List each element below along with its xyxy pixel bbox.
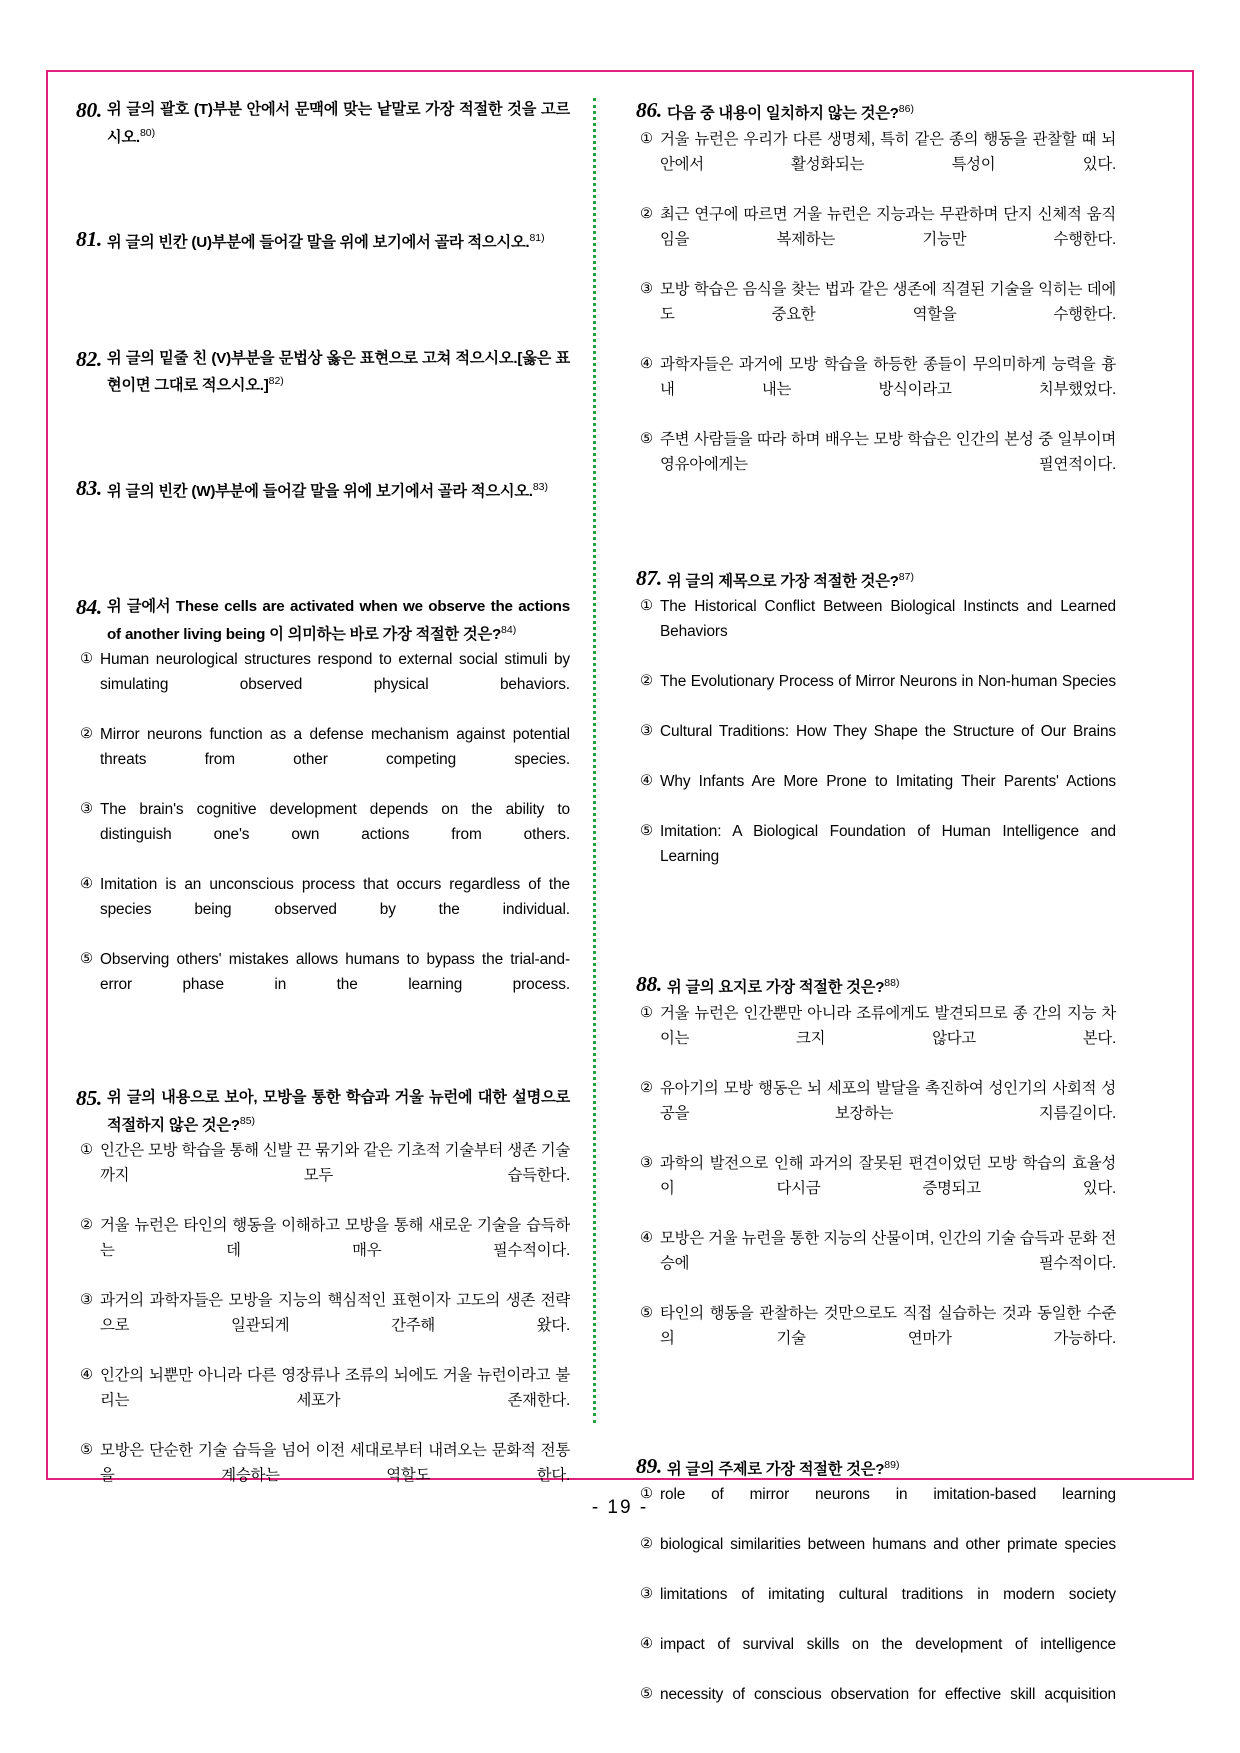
choice-marker: ① [640, 598, 653, 615]
question-87-footnote: 87) [898, 570, 914, 583]
question-85-stem [107, 1086, 570, 1137]
choice-marker: ① [640, 1004, 653, 1021]
choice-item[interactable] [76, 722, 570, 797]
question-81 [76, 227, 570, 255]
question-86-choices [636, 127, 1116, 502]
gap-84-85 [76, 1028, 570, 1086]
choice-marker: ④ [640, 1229, 653, 1246]
choice-item[interactable] [636, 819, 1116, 894]
choice-marker: ② [640, 205, 653, 222]
choice-item[interactable] [636, 202, 1116, 277]
choice-text: Imitation is an unconscious process that occurs regardless of the species being observed by the individual. [100, 876, 570, 919]
gap-86-87 [636, 508, 1116, 566]
question-80-footnote: 80) [139, 126, 156, 139]
gap-80-81 [76, 155, 570, 227]
question-84-footnote: 84) [501, 623, 517, 636]
choice-marker: ④ [80, 876, 93, 893]
choice-item[interactable] [76, 647, 570, 722]
question-86 [636, 98, 1116, 502]
choice-text: The brain's cognitive development depends on the ability to distinguish one's own actions from others. [100, 801, 570, 844]
question-88-stem [667, 972, 1116, 1000]
question-81-footnote: 81) [529, 232, 545, 245]
question-87-stem-text: 위 글의 제목으로 가장 적절한 것은? [666, 572, 899, 590]
choice-marker: ④ [640, 355, 653, 372]
question-81-stem [107, 227, 570, 255]
question-88-footnote: 88) [884, 977, 900, 990]
question-83-stem [107, 476, 570, 504]
choice-item[interactable] [636, 427, 1116, 502]
gap-88-89 [636, 1382, 1116, 1454]
choice-text: 주변 사람들을 따라 하며 배우는 모방 학습은 인간의 본성 중 일부이며 영유아에게는 필연적이다. [660, 430, 1116, 473]
choice-item[interactable] [636, 769, 1116, 819]
choice-item[interactable] [76, 1138, 570, 1213]
question-81-stem-text: 위 글의 빈칸 (U)부분에 들어갈 말을 위에 보기에서 골라 적으시오. [106, 234, 530, 252]
question-89-footnote: 89) [884, 1458, 900, 1471]
question-83-header [76, 476, 570, 504]
question-89-stem [667, 1454, 1116, 1482]
choice-item[interactable] [636, 1151, 1116, 1226]
choice-marker: ④ [640, 773, 653, 790]
choice-marker: ⑤ [640, 430, 653, 447]
question-88-choices [636, 1001, 1116, 1376]
choice-item[interactable] [76, 1213, 570, 1288]
question-83-stem-text: 위 글의 빈칸 (W)부분에 들어갈 말을 위에 보기에서 골라 적으시오. [106, 482, 533, 500]
choice-text: 타인의 행동을 관찰하는 것만으로도 직접 실습하는 것과 동일한 수준의 기술 연마가 가능하다. [660, 1304, 1116, 1347]
choice-marker: ② [80, 726, 93, 743]
choice-marker: ② [640, 673, 653, 690]
question-80-stem-text: 위 글의 괄호 (T)부분 안에서 문맥에 맞는 낱말로 가장 적절한 것을 고르시오. [106, 101, 570, 146]
question-85 [76, 1086, 570, 1513]
choice-text: The Historical Conflict Between Biological Instincts and Learned Behaviors [660, 598, 1116, 641]
choice-text: 모방은 거울 뉴런을 통한 지능의 산물이며, 인간의 기술 습득과 문화 전승에 필수적이다. [660, 1229, 1116, 1272]
question-89 [636, 1454, 1116, 1733]
question-86-footnote: 86) [898, 103, 914, 115]
choice-text: Observing others' mistakes allows humans to bypass the trial-and-error phase in the learning process. [100, 951, 570, 994]
question-84-header [76, 595, 570, 646]
choice-item[interactable] [636, 1632, 1116, 1682]
choice-marker: ① [80, 1142, 93, 1159]
choice-marker: ⑤ [640, 1686, 653, 1703]
choice-text: 거울 뉴런은 우리가 다른 생명체, 특히 같은 종의 행동을 관찰할 때 뇌 안에서 활성화되는 특성이 있다. [660, 130, 1116, 173]
choice-item[interactable] [76, 872, 570, 947]
question-87-stem [667, 566, 1116, 594]
choice-text: 인간의 뇌뿐만 아니라 다른 영장류나 조류의 뇌에도 거울 뉴런이라고 불리는 세포가 존재한다. [100, 1367, 570, 1410]
question-82-header [76, 347, 570, 398]
left-column [62, 98, 576, 1485]
question-87-choices [636, 594, 1116, 894]
question-84-stem [107, 595, 570, 646]
choice-text: 과학자들은 과거에 모방 학습을 하등한 종들이 무의미하게 능력을 흉내 내는 방식이라고 치부했었다. [660, 355, 1116, 398]
question-81-header [76, 227, 570, 255]
choice-item[interactable] [636, 1301, 1116, 1376]
choice-text: 모방은 단순한 기술 습득을 넘어 이전 세대로부터 내려오는 문화적 전통을 계승하는 역할도 한다. [100, 1442, 570, 1485]
question-82-stem-text: 위 글의 밑줄 친 (V)부분을 문법상 옳은 표현으로 고쳐 적으시오.[옳은 표현이면 그대로 적으시오.] [106, 349, 570, 395]
choice-text: Mirror neurons function as a defense mechanism against potential threats from other competing species. [100, 726, 570, 769]
choice-marker: ③ [640, 723, 653, 740]
question-85-choices [76, 1138, 570, 1513]
choice-text: 과거의 과학자들은 모방을 지능의 핵심적인 표현이자 고도의 생존 전략으로 일관되게 간주해 왔다. [100, 1292, 570, 1335]
question-84-stem-text: 위 글에서 These cells are activated when we observe the actions of another living being 이 의미하는 바로 가장 적절한 것은? [106, 598, 570, 643]
question-85-footnote: 85) [239, 1114, 256, 1127]
question-82-stem [107, 347, 570, 398]
choice-text: 거울 뉴런은 타인의 행동을 이해하고 모방을 통해 새로운 기술을 습득하는 데 매우 필수적이다. [100, 1217, 570, 1260]
choice-marker: ⑤ [640, 823, 653, 840]
question-88-header [636, 972, 1116, 1000]
choice-text: biological similarities between humans and other primate species [660, 1536, 1116, 1554]
question-89-number: 89. [636, 1453, 662, 1478]
question-89-choices [636, 1482, 1116, 1732]
choice-item[interactable] [636, 352, 1116, 427]
choice-marker: ⑤ [80, 951, 93, 968]
choice-item[interactable] [636, 669, 1116, 719]
question-80-number: 80. [76, 98, 102, 122]
question-82-number: 82. [76, 346, 102, 371]
question-86-stem-text: 다음 중 내용이 일치하지 않는 것은? [666, 105, 899, 123]
page-number-footer: - 19 - [591, 1497, 649, 1518]
question-88 [636, 972, 1116, 1376]
choice-marker: ③ [80, 801, 93, 818]
question-80-stem [107, 98, 570, 149]
question-85-stem-text: 위 글의 내용으로 보아, 모방을 통한 학습과 거울 뉴런에 대한 설명으로 적절하지 않은 것은? [106, 1089, 570, 1134]
question-84 [76, 595, 570, 1022]
choice-text: The Evolutionary Process of Mirror Neurons in Non-human Species [660, 673, 1116, 691]
choice-text: Human neurological structures respond to external social stimuli by simulating observed physical behaviors. [100, 651, 570, 694]
choice-marker: ② [80, 1217, 93, 1234]
dotted-divider-line [593, 98, 596, 1423]
question-80 [76, 98, 570, 149]
choice-item[interactable] [76, 947, 570, 1022]
question-83-number: 83. [76, 475, 102, 500]
question-82-footnote: 82) [268, 375, 284, 388]
choice-item[interactable] [636, 1582, 1116, 1632]
choice-marker: ② [640, 1536, 653, 1553]
choice-text: Cultural Traditions: How They Shape the Structure of Our Brains [660, 723, 1116, 741]
choice-text: Why Infants Are More Prone to Imitating Their Parents' Actions [660, 773, 1116, 791]
choice-marker: ① [640, 130, 653, 147]
choice-marker: ④ [640, 1636, 653, 1653]
question-89-header [636, 1454, 1116, 1482]
question-87 [636, 566, 1116, 895]
choice-text: 거울 뉴런은 인간뿐만 아니라 조류에게도 발견되므로 종 간의 지능 차이는 크지 않다고 본다. [660, 1004, 1116, 1047]
choice-marker: ④ [80, 1367, 93, 1384]
choice-marker: ③ [640, 1154, 653, 1171]
question-82 [76, 347, 570, 398]
choice-item[interactable] [636, 1682, 1116, 1732]
choice-item[interactable] [636, 1226, 1116, 1301]
choice-item[interactable] [636, 1532, 1116, 1582]
question-89-stem-text: 위 글의 주제로 가장 적절한 것은? [666, 1460, 885, 1478]
choice-text: 인간은 모방 학습을 통해 신발 끈 묶기와 같은 기초적 기술부터 생존 기술까지 모두 습득한다. [100, 1142, 570, 1185]
question-84-number: 84. [76, 595, 102, 620]
choice-item[interactable] [636, 1076, 1116, 1151]
question-83-footnote: 83) [532, 480, 548, 493]
choice-item[interactable] [636, 719, 1116, 769]
choice-item[interactable] [636, 594, 1116, 669]
column-divider [576, 98, 612, 1460]
gap-82-83 [76, 404, 570, 476]
choice-marker: ⑤ [640, 1304, 653, 1321]
choice-marker: ③ [80, 1292, 93, 1309]
choice-marker: ② [640, 1079, 653, 1096]
question-86-stem [667, 98, 1116, 126]
choice-text: limitations of imitating cultural traditions in modern society [660, 1586, 1116, 1604]
question-83 [76, 476, 570, 504]
choice-text: role of mirror neurons in imitation-based learning [660, 1486, 1116, 1504]
question-80-header [76, 98, 570, 149]
question-87-header [636, 566, 1116, 594]
question-86-header [636, 98, 1116, 126]
choice-item[interactable] [636, 1001, 1116, 1076]
question-81-number: 81. [76, 227, 102, 252]
choice-marker: ⑤ [80, 1442, 93, 1459]
choice-text: 모방 학습은 음식을 찾는 법과 같은 생존에 직결된 기술을 익히는 데에도 중요한 역할을 수행한다. [660, 280, 1116, 323]
choice-item[interactable] [636, 127, 1116, 202]
choice-marker: ① [640, 1486, 653, 1503]
choice-item[interactable] [636, 277, 1116, 352]
gap-87-88 [636, 900, 1116, 972]
choice-text: Imitation: A Biological Foundation of Human Intelligence and Learning [660, 823, 1116, 866]
choice-marker: ③ [640, 280, 653, 297]
choice-text: 최근 연구에 따르면 거울 뉴런은 지능과는 무관하며 단지 신체적 움직임을 복제하는 기능만 수행한다. [660, 205, 1116, 248]
question-85-header [76, 1086, 570, 1137]
question-86-number: 86. [636, 98, 662, 122]
question-84-choices [76, 647, 570, 1022]
question-87-number: 87. [636, 565, 662, 590]
choice-marker: ① [80, 651, 93, 668]
gap-81-82 [76, 261, 570, 347]
choice-marker: ③ [640, 1586, 653, 1603]
question-88-number: 88. [636, 972, 662, 997]
choice-text: 유아기의 모방 행동은 뇌 세포의 발달을 촉진하여 성인기의 사회적 성공을 보장하는 지름길이다. [660, 1079, 1116, 1122]
choice-text: impact of survival skills on the development of intelligence [660, 1636, 1116, 1654]
question-85-number: 85. [76, 1086, 102, 1111]
gap-83-84 [76, 509, 570, 595]
choice-item[interactable] [76, 797, 570, 872]
choice-text: 과학의 발전으로 인해 과거의 잘못된 편견이었던 모방 학습의 효율성이 다시금 증명되고 있다. [660, 1154, 1116, 1197]
question-88-stem-text: 위 글의 요지로 가장 적절한 것은? [666, 979, 885, 997]
choice-text: necessity of conscious observation for effective skill acquisition [660, 1686, 1116, 1704]
choice-item[interactable] [76, 1363, 570, 1438]
choice-item[interactable] [76, 1288, 570, 1363]
